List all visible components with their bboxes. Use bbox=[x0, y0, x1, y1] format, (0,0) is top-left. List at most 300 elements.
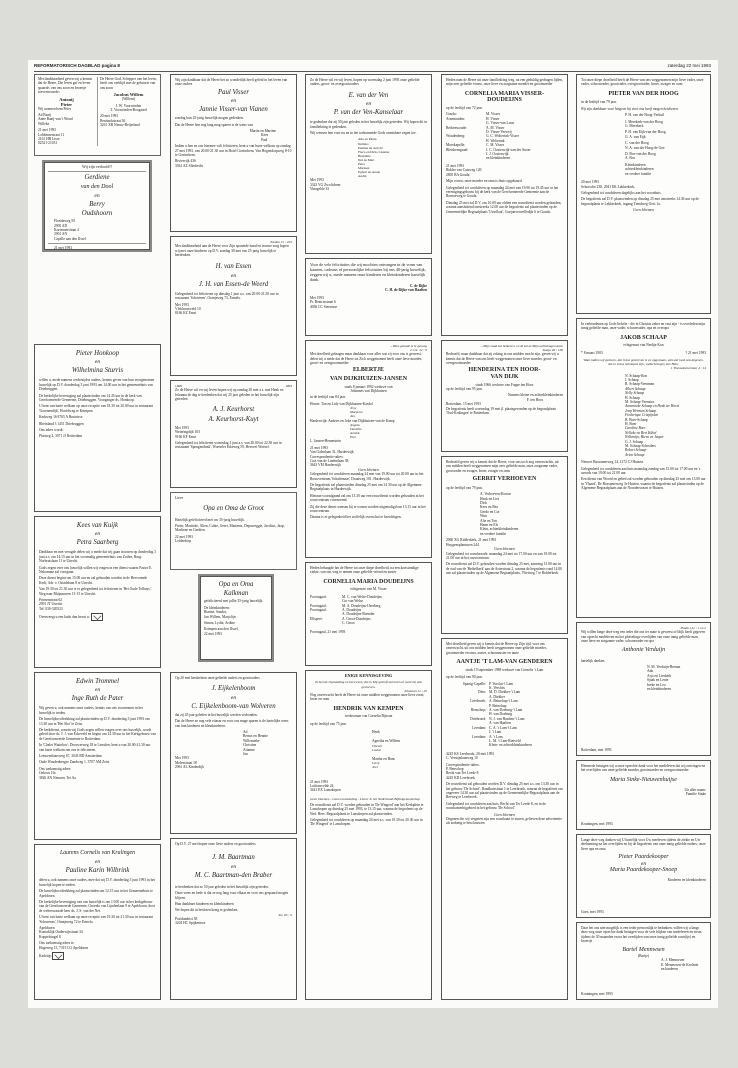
envelope-icon bbox=[52, 952, 64, 960]
sibling: Willeke bbox=[38, 121, 50, 126]
spouse-text: echtgenoot van Neeltje Kon bbox=[623, 343, 664, 348]
grandchild: Jan bbox=[350, 414, 355, 419]
mourner: K. Verslois bbox=[489, 686, 505, 691]
page-date: zaterdag 22 mei 1993 bbox=[667, 63, 711, 68]
groom-name: Pieter Honkoop bbox=[75, 350, 120, 357]
wedding-van-kralingen-wilbrink bbox=[34, 844, 161, 1000]
and-text: en bbox=[640, 861, 647, 868]
grandchild: Willemijn, Hiern en Jasper bbox=[625, 435, 664, 440]
place: Benschop: bbox=[470, 708, 486, 713]
signature: C. de Rijke bbox=[409, 284, 427, 288]
mourner: Ineke en Leo bbox=[647, 682, 666, 687]
signature: Namens kleine en achterkleinkinderen bbox=[507, 393, 563, 398]
date: 2960 XG Ridderkerk, 21 mei 1993 bbox=[446, 538, 497, 543]
address: 8166 KZ Emst bbox=[175, 311, 197, 316]
deceased-name: GERRIT VERHOEVEN bbox=[472, 476, 537, 483]
mourner: P. H. van der Hoog-Verkuil bbox=[625, 113, 665, 118]
mourner: G. A. van Eijk bbox=[625, 134, 646, 139]
ad-text: Gelegenheid tot condoleren aan huis maandag zondag van 15.00 tot 17.00 uur en 's avonds van 19.00 tot 21.00 uur. bbox=[581, 466, 701, 476]
address: Huygensplantsoen 244 bbox=[446, 542, 479, 547]
mourner: P. Beinohup bbox=[489, 703, 507, 708]
family-name: Alie en Pleun bbox=[358, 137, 377, 142]
widow-text: sinds 1966 weduwe van Foppe ten Hoor bbox=[475, 382, 534, 387]
ad-text: Zo de Heere wil en wij leven hopen wij op zondag 30 mei a.s. met Henk en Johanna de dag te herdenken dat wij 25 jaar geleden in het huwelijk zijn getreden. bbox=[175, 388, 284, 401]
family-name: André bbox=[358, 174, 367, 179]
ad-text: Gelegenheid tot condoleren maandag 24 mei van 19.00 uur tot 20.00 uur in het Rouwcentrum 'Schaftenaar', Draaiweg 101, Harderwijk. bbox=[310, 472, 424, 481]
grandchild: Arien Schaap bbox=[625, 452, 645, 457]
thanks-paardekooper bbox=[576, 834, 711, 918]
thanks-sinke bbox=[576, 760, 711, 830]
child-name: Jacobus Willem bbox=[113, 92, 144, 98]
mourner: Cor van Welse bbox=[342, 599, 364, 604]
mourner: Arjo en Liesbeth bbox=[647, 673, 672, 678]
address: 2805 BA Gouda bbox=[446, 172, 470, 177]
mourner: J. Schaap bbox=[625, 377, 639, 382]
and-text: en bbox=[94, 859, 101, 866]
person-name: J. M. Baartman bbox=[212, 854, 255, 862]
mourner: en verdere familie bbox=[480, 531, 507, 536]
address: Schorsche 238, 2941 EK Lekkerkerk. bbox=[581, 184, 636, 189]
obituary-visser-doudeijns bbox=[441, 74, 568, 336]
mourner: Henk en Lies bbox=[480, 496, 500, 501]
ad-text: De rouwdienst zal gehouden worden D.V. dinsdag 25 mei a.s. om 13.30 uur in het gebouw 'De Schoof', Raadhuisstraat 1 te Leerbroek, waarna de begrafenis om ongeveer 14.30 uur zal plaatsvinden op de Gemeentelijke Begraafplaats aan de Reeweg te Leerbroek. bbox=[446, 782, 563, 800]
mourner: G. J. Schaap bbox=[625, 439, 643, 444]
mourner: J. 't Lam bbox=[489, 730, 502, 735]
obituary-doudeijns bbox=[305, 562, 432, 666]
mourner: H. Schaap bbox=[625, 395, 640, 400]
deceased-name: CORNELIA MARIA VISSER- bbox=[464, 90, 545, 97]
ad-text: De Heere God, Schepper van het leven, heeft ons verblijd met de geboorte van ons zoon bbox=[100, 77, 157, 90]
ad-text: Indien u hen en ons hiermee wilt feliciteren, bent u van harte welkom op zondag 27 mei 1993, van 20.00-21.30 uur in Hotel Gorinchem, Van Hogendorpweg 8-10 te Gorinchem. bbox=[175, 144, 292, 158]
year-end: 1993 bbox=[285, 384, 292, 388]
mourner: M. A. Doudeijns-IJzerberg bbox=[342, 603, 381, 608]
congrats-opa-oma-kalkman bbox=[198, 574, 274, 662]
deceased-name: ELBERTJE bbox=[352, 367, 385, 374]
grandchild: Joop Herman Schaap bbox=[625, 408, 657, 413]
address: Luifonsvelde 24, bbox=[310, 783, 335, 788]
date: Mei 1993 bbox=[175, 302, 189, 307]
address: Postdandrist 38 bbox=[175, 916, 198, 921]
date: Mei 1993 bbox=[175, 425, 189, 430]
anniversary-van-essen bbox=[170, 236, 297, 376]
deceased-name-cont: VAN DIJKHUIZEN-JANSEN bbox=[329, 376, 408, 382]
congrats-opa-oma-de-groot bbox=[170, 492, 297, 570]
ad-text: Daarna is er gelegenheid het stoffelijk overschot te bezichtigen. bbox=[310, 515, 402, 520]
grandchild: Frederique Crispijnlen bbox=[625, 413, 659, 418]
paper-name: REFORMATORISCH DAGBLAD pagina 8 bbox=[34, 63, 120, 68]
grandchild: Angela bbox=[350, 422, 360, 427]
address: 3441 EX Lansdorpen bbox=[310, 788, 341, 793]
person-name: Jannie Visser-van Vianen bbox=[199, 106, 268, 114]
phone: Tel. 030-320523 bbox=[39, 606, 63, 611]
address: Riviervijk 436 bbox=[175, 159, 196, 164]
child-name-2: Pieter bbox=[60, 101, 73, 107]
wedding-honkoop-sturris bbox=[34, 344, 161, 512]
ad-text: Hartelijk gefeliciteerd met uw 35-jarig huwelijk. bbox=[175, 517, 245, 522]
place: Poortugaal: bbox=[310, 603, 327, 608]
mourner: Harm en Els bbox=[480, 523, 498, 528]
mourner: G. Visser-van Loon bbox=[486, 121, 515, 126]
scripture-quote: ...Wien genade is te genoeg bbox=[389, 344, 427, 348]
mourner: A. van Haaften bbox=[489, 721, 511, 726]
mourner: J. Meerkerk-van der Hoog bbox=[625, 119, 663, 124]
mourner: G. C. Wolterink-Visser bbox=[486, 134, 519, 139]
mourner: C. A. 't Lam-'t Lam bbox=[489, 725, 517, 730]
wedding-van-kuijk-saarberg bbox=[34, 516, 161, 668]
ad-text: Dankbaar en met vreugde delen wij u mede dat wij gaan trouwen op donderdag 3 juni a.s. om 14.15 uur in het voormalig gemeentehuis van Zuilen, Burg. Norbruislaan 11 te Utrecht. bbox=[39, 550, 156, 564]
family-line: Hoorn: Ton en Lidy van Dijkhuizen-Kardol bbox=[310, 401, 373, 406]
child-name: Arianne bbox=[243, 747, 255, 752]
address: Rheinland 3 1451 Driebruggen bbox=[39, 421, 84, 426]
address: 3826 AN Nieuwer Ter Aa bbox=[39, 775, 76, 780]
signature: Kinderen en kleinkinderen bbox=[667, 877, 706, 882]
place: Ellspeet: bbox=[310, 616, 323, 621]
date: Poortugaal, 21 mei 1993 bbox=[310, 629, 346, 634]
deceased-name-cont: DOUDEIJNS bbox=[487, 97, 522, 104]
address: 9166 KF Emst bbox=[175, 434, 196, 439]
address: Platweg 2, 3071 JJ Rotterdam bbox=[39, 434, 83, 439]
and-text: en bbox=[94, 531, 101, 538]
address: 3643 VM Harderwijk bbox=[310, 463, 342, 468]
ad-text: De rouwdienst zal D.V. worden gehouden in 'De Wingerd' aan het Kerkplein te Lansdorpen op dinsdag 25 mei 1993, te 13.15 uur, waarna de begrafenis op de Ned. Herv. Begraafplaats te Lansdorpen zal plaatsvinden. bbox=[310, 802, 424, 816]
scripture-ref: 2 Cor. 12 : 9 bbox=[409, 348, 427, 353]
grandchild: Danielle bbox=[350, 427, 362, 431]
date: Goes, mei 1993 bbox=[581, 909, 604, 914]
ad-text: U bent van harte welkom op onze receptie van 19.30 tot 21.30 uur in restaurant 'Schavenes', Oranjeweg 72 te Ermelo. bbox=[39, 915, 153, 924]
address: Recht van Ter Leede 8 bbox=[446, 771, 479, 776]
obituary-schaap bbox=[576, 318, 711, 618]
deceased-name-cont: VAN DIJK bbox=[490, 374, 519, 380]
ad-text: Met droefheid geven wij u kennis dat de Heere op Zijn tijd, voor ons onverwacht, uit ons midden heeft weggenomen onze geliefde moeder, grootmoeder en oma, zuster, schoonzuster en tante bbox=[446, 642, 547, 655]
deceased-name: JAKOB SCHAAP bbox=[620, 334, 667, 341]
thanks-verduijn bbox=[576, 622, 711, 756]
scripture-ref: Emden 15 - 201 bbox=[270, 240, 292, 244]
scripture-ref: Jesaja 46 : 10b bbox=[542, 348, 563, 353]
child-name: Bertus en Hennie bbox=[243, 734, 268, 739]
ad-text: Heden nam de Heere uit onze familiekring weg, na een geduldig gedragen lijden, mijn zeer geliefde vrouw, onze lieve en zorgzame moeder en grootmoeder bbox=[446, 78, 563, 87]
signature: C. H. de Rijke-van Haaften bbox=[385, 288, 427, 293]
mourner: L. M. 't Lam-Rietveld bbox=[489, 738, 521, 743]
mourners-list bbox=[310, 595, 427, 626]
widow-text: sinds 8 januari 1992 weduwe van bbox=[344, 384, 393, 389]
grandchild: Jeny bbox=[350, 406, 357, 411]
person-name-cont: Oudshoorn bbox=[81, 210, 113, 218]
address: C. Verstijnlaanweg 10 bbox=[446, 756, 478, 761]
place: Poortugaal: bbox=[310, 594, 327, 599]
signature: Familie Sinke bbox=[685, 792, 706, 797]
ad-text: De kerkelijke bevestiging zal plaatsvinden om 14.45 uur in de kerk van Gereformeerde Gemeente, Driebruggen. Voorganger ds. Honkoop. bbox=[39, 393, 142, 403]
date: 21 mei 1993 bbox=[38, 128, 56, 133]
grandchild: Elco bbox=[350, 435, 357, 440]
person-name: Opa en Oma de Groot bbox=[203, 505, 264, 513]
child-name: Christine bbox=[243, 743, 257, 748]
date: 21 mei 1993 bbox=[310, 779, 328, 784]
address: Oude Woudenbergse Zandweg 1, 3707 AM Zeist bbox=[39, 760, 110, 765]
place bbox=[446, 743, 486, 747]
deceased-name: Maria Sinke-Nieuwenhuijse bbox=[610, 776, 677, 783]
address: Vinagelde 33 bbox=[310, 187, 330, 192]
place: Krimpen aan den IJssel, bbox=[204, 627, 239, 632]
person-name: C. Eijkelenboom-van Wolveren bbox=[191, 702, 276, 710]
ad-text: De kleinkinderen: bbox=[204, 605, 230, 610]
spouse-text: echtgenote van M. Visser bbox=[350, 587, 387, 592]
grandchild: Louise bbox=[372, 747, 382, 752]
ad-text: De begrafenis zal plaatsvinden dinsdag 25 mei om 14.30 uur op de Algemene Begraafplaats in Harderwijk. bbox=[310, 482, 422, 492]
ad-text: Gods zegen over ons huwelijk willen wij vragen in een dienst waarin Pastor E. Nekomme zal voorgaan. bbox=[39, 565, 153, 575]
mourner: C. Groot bbox=[342, 621, 355, 626]
signature: F. ten Hoor bbox=[526, 397, 543, 402]
ad-text: Wij wensen hen voor nu en in het toekomende Gods onmisbare zegen toe. bbox=[310, 131, 417, 136]
ad-text: willen u, mede namens wederzijdse ouders, kennis geven van hun voorgenomen huwelijk op D.V. donderdag 3 juni 1993 om 14.00 uur in het gemeentehuis van Driebruggen. bbox=[39, 378, 155, 392]
anniversary-eijkelenboom bbox=[170, 672, 297, 834]
person-name: J. Eijkelenboom bbox=[211, 685, 256, 693]
family-name: Egbert en Arena bbox=[358, 170, 381, 175]
obituary-van-dijkhuizen bbox=[305, 340, 432, 558]
place: Spanig-Capelle: bbox=[462, 681, 486, 686]
ad-text: Lange deze weg danken wij U hartelijk voor Uw meeleven tijdens de ziekte en Uw deelneming na het overlijden en bij de begrafenis van onze innig geliefde ouders, onze lieve opa en oma bbox=[581, 838, 706, 851]
person-name: Berry bbox=[89, 200, 105, 208]
mourners-list bbox=[581, 958, 706, 971]
ad-text: Wij zijn dankbaar voor hetgeen hij voor ons heeft mogen betekenen. bbox=[581, 106, 679, 111]
birth-announcement-antonij bbox=[34, 74, 161, 156]
death-date: † 21 mei 1993 bbox=[685, 350, 706, 355]
ad-text: Ons toekomstig adres is: bbox=[39, 941, 75, 946]
person-name: A. Keurhorst-Kuyt bbox=[208, 415, 259, 423]
and-text: en bbox=[230, 272, 237, 279]
thanks-de-rijke bbox=[305, 258, 432, 336]
child-list bbox=[175, 730, 292, 756]
mourner: J. C. Oosterwijk-van der Snoer bbox=[486, 147, 531, 152]
ad-text: Heden behaagde het de Heere tot onze diepe droefheid, na een kortstondige ziekte, van ons weg te nemen onze geliefde vriend en zuster bbox=[310, 566, 419, 575]
family-name: Petra bbox=[358, 162, 365, 166]
address: Leeuwenlaarsweg 67, 3043 BD Amsterdam bbox=[39, 754, 102, 759]
address: Floridaweg 59 bbox=[54, 219, 75, 224]
address: Nieuwe Bussumerweg 14, 1272 CJ Huizen. bbox=[581, 460, 644, 465]
address: 3204 HC Spijkenisse bbox=[175, 921, 206, 926]
ad-text: Daar het ons niet mogelijk is een ieder persoonlijk te bedanken, willen wij u langs deze weg onze oprechte dank betuigen voor de vele blijken van medeleven en steun tijdens de 30 maanden en na het overlijden van onze innig geliefde zoon(tje) en broertje bbox=[581, 926, 702, 944]
mourner: A. Verhoeven-Kooiar bbox=[480, 492, 511, 497]
mourner: Dick bbox=[480, 501, 487, 506]
anniversary-van-der-ven bbox=[305, 74, 432, 254]
mourners-list bbox=[581, 113, 706, 176]
obituary-t-lam bbox=[441, 638, 568, 1000]
bride-name: Wilhelmina Sturris bbox=[71, 367, 124, 375]
child-name: Jan bbox=[243, 752, 248, 757]
ad-text: Gelegenheid tot condoleren dagelijks aan het woonhuis. bbox=[581, 190, 662, 195]
grandchild: Leroy bbox=[372, 761, 380, 766]
date: 21 mei 1993 bbox=[310, 445, 328, 450]
place: Poortugaal: bbox=[310, 608, 327, 613]
address: Apeldoorn: bbox=[39, 926, 56, 931]
grandchild: Vincent bbox=[372, 743, 383, 748]
person-name: Kalkman bbox=[223, 590, 249, 598]
ad-text: Deze dienst begint om 15.00 uur en zal gehouden worden in de Hervormde Kerk, Adr. v. Ostadelaan 8 te Utrecht. bbox=[39, 576, 148, 585]
and-text: en bbox=[94, 192, 100, 199]
ad-text: Gelegenheid tot condoleren op maandag 24 mei a.s. van 19.30 tot 20.30 uur in 'De Wingerd' te Lansdorpen. bbox=[310, 818, 423, 827]
ad-text: Correspondentie-adres: bbox=[446, 762, 480, 767]
date: Mei 1993 bbox=[175, 756, 189, 761]
mourners-list bbox=[310, 730, 427, 770]
mourner: C. M. Visser bbox=[486, 143, 505, 148]
ad-text: Dinsdag 25 mei zal D.V. om 10.00 uur eldien een rouwdienst worden gehouden, waarna aansluitend omstreeks 12.00 uur de begrafenis zal plaatsvinden op de Gemeentelijke Begraafplaats 'Ussellaut', Goejanverwelledijk 6 te Gouda. bbox=[446, 200, 562, 214]
gift-text: Overweegt u een kado dan bevat u: bbox=[39, 615, 90, 620]
ad-text: De begrafenis heeft woensdag 19 mei jl. plaatsgevonden op de begraafplaats 'Oud-Kralingen' te Rotterdam. bbox=[446, 406, 557, 416]
mourners-list bbox=[446, 112, 563, 160]
address: 3261 XB Nieuw-Beijerland bbox=[100, 123, 140, 128]
address: Hogeweg 15, 7315 CG Apeldoorn bbox=[39, 945, 89, 950]
ad-text: De huwelijksvoltrekking zal plaatsvinden op D.V. donderdag 3 juni 1993 om 13.30 uur in 'Het Slot' te Zeist. bbox=[39, 717, 150, 726]
ad-text: in de leeftijd van 84 jaar. bbox=[310, 395, 346, 400]
no-flowers: Geen bloemen bbox=[494, 812, 515, 817]
column-4 bbox=[441, 74, 568, 1000]
scripture-ref: Jes. 63 : 9 bbox=[278, 912, 292, 917]
mourner: en kinderen bbox=[661, 967, 678, 972]
address: 2961 AL Kinderdijk bbox=[175, 765, 205, 770]
ad-text: Hieraan voorafgaand zal om 13.30 uur een rouwdienst worden gehouden in het rouwcentrum voornoemd. bbox=[310, 493, 424, 503]
ad-text: Gelegenheid tot feliciteren woensdag 2 juni a.s. van 20.00 tot 22.30 uur in restaurant 'Spengendonk', Woeseler Eikeweg 59, Heesvet Woesel. bbox=[175, 440, 282, 450]
ad-text: zondag hun 25-jarig huwelijk mogen gedenken. bbox=[175, 116, 244, 121]
mourners-list bbox=[581, 374, 706, 458]
ad-text: Een dienst van Woord en gebed zal worden gehouden op dinsdag 25 mei om 13.00 uur in 'Vlaard', De Bussumerweg 3e Huizen, waarna de begrafenis zal plaatsvinden op de Algemene Begraafplaats aan de Noordersvaart te Huizen. bbox=[581, 477, 706, 491]
person-name: J. H. van Essen-de Weerd bbox=[198, 280, 269, 288]
deceased-name: Anthonie Verduijn bbox=[621, 647, 666, 654]
place: Arnemuiden: bbox=[446, 116, 465, 121]
place: Woudenberg: bbox=[446, 134, 466, 139]
mourner: M. Schaap-Schroders bbox=[625, 444, 656, 448]
place: Leerbroek: bbox=[470, 699, 486, 704]
address: Van Galenlaan 31, Harderwijk bbox=[310, 450, 354, 455]
groom-name: Edwin Trommel bbox=[76, 678, 119, 685]
date: Kruiningen, mei 1993 bbox=[581, 991, 613, 996]
ad-text: Gelegenheid tot feliciteren op dinsdag 1 juni a.s. van 20.00-21.30 uur in restaurant 'Schaverm', Oranjeweg 73, Ermelo. bbox=[175, 291, 279, 301]
parent: Anne Baaij-van 't Woud bbox=[38, 117, 73, 122]
ad-text: Mijn vrouw, onze moeder en oma is thuis opgebaard. bbox=[446, 179, 523, 184]
address: P. Benschop bbox=[446, 766, 464, 771]
mourner: Klein- en achterkleinkinderen bbox=[489, 743, 532, 748]
deceased-name: PIETER VAN DER HOOG bbox=[608, 90, 679, 97]
no-flowers: Geen bloemen bbox=[358, 467, 379, 472]
engagement-heading: Wij zijn verloofd!! bbox=[81, 164, 113, 169]
address: Weteringdijk 103 bbox=[175, 430, 200, 435]
scripture-quote: Ik ben de Opstanding en het Leven; die in Mij gelooft zal leven al ware hij ook gestorven. bbox=[315, 680, 422, 689]
child-name: Willemieke bbox=[243, 738, 260, 743]
address: Koppelsingel 8 bbox=[39, 934, 61, 939]
ad-text: op de leeftijd van 72 jaar. bbox=[446, 106, 483, 110]
ad-text: De begrafenis zal D.V. plaatsvinden op dinsdag 25 mei omstreeks 14.30 uur op de begraafplaats te Lekkerkerk, ingang Tiendweg Oost 1a. bbox=[581, 197, 699, 206]
ad-text: Wij noemen hem Peter bbox=[38, 106, 71, 111]
bride-name: Inge Ruth de Pater bbox=[71, 695, 124, 703]
mourner: en kleinkinderen bbox=[647, 686, 672, 691]
ad-text: De kerkelijke bevestiging van ons huwelijk is om 13.00 uur in het kerkgebouw van de Gereformeerde Gemeente, Groenlo van Lijndenlaan 9 te Apeldoorn, door de weleerwaarde heer ds. J. S. van der Net. bbox=[39, 900, 155, 913]
family-name: Marleen bbox=[358, 166, 370, 171]
mourner: M. C. van Welse-Doudeijns bbox=[342, 594, 382, 599]
grandchild: Anniek bbox=[350, 431, 360, 436]
mourner: Gerdo en Cor bbox=[480, 509, 500, 514]
mourner: A. M. Visser bbox=[486, 125, 505, 130]
and-text: en bbox=[365, 101, 372, 108]
ad-text: te herdenken dat zo 50 jaar geleden in het huwelijk zijn getreden. bbox=[175, 884, 269, 889]
person-name: P. van der Ven-Kanselaar bbox=[333, 109, 404, 117]
address: Kortenaerstraat 4 bbox=[54, 228, 79, 233]
address: 2905 AD bbox=[54, 223, 68, 228]
address: Molenstraat 18 bbox=[175, 760, 197, 765]
date: 20 mei 1993 bbox=[100, 114, 118, 119]
ad-text: Pieter, Martieke, Alien, Cobie, Geert, Martiens, Depuweggie, Jacobus, Jaap, Marliene en Gerdien bbox=[175, 524, 285, 533]
ad-text: In verbondenen op Gods belofte - die in Christus zeker en vast zijn - is overleden mijn innig geliefde man, onze vader, schoonvader, opa en overopa bbox=[581, 322, 706, 331]
mourner: A. Groot-Doudeijns bbox=[342, 616, 371, 621]
mourner: N. Schaap-Kon bbox=[625, 373, 648, 378]
scripture-ref: Johannes 11 : 25 bbox=[403, 688, 427, 693]
address: Koninklijk Onderwijsstraat 34 bbox=[39, 930, 83, 935]
birth-date: * 8 maart 1903 bbox=[581, 350, 603, 355]
deceased-name: HENDRIK VAN KEMPEN bbox=[333, 705, 404, 712]
widow-text: sinds 19 september 1988 weduwe van Cornelis 't Lam bbox=[465, 667, 544, 672]
mourner: M. Schaap-Veenstra bbox=[625, 399, 654, 404]
mourner: en verdere familie bbox=[625, 171, 652, 176]
ad-text: In 'Chalet Wattelow', Doorwerweg 18 te Leusden, bent u van 20.00-21.30 uur van harte welkom om ons te feliciteren. bbox=[39, 743, 151, 752]
anniversary-baartman bbox=[170, 838, 297, 1000]
signature: Uit aller naam: bbox=[684, 788, 706, 793]
mourner: Kleinkinderen bbox=[625, 162, 646, 167]
notice-title: ENIGE KENNISGEVING bbox=[344, 673, 393, 678]
date: 4245 KS Leerbroek, 20 mei 1993 bbox=[446, 751, 495, 756]
mourner: en kleinkinderen bbox=[486, 156, 511, 161]
and-text: en bbox=[94, 359, 101, 366]
obituary-verhoeven bbox=[441, 456, 568, 634]
grandchild-names: Rianne, Sandor, bbox=[204, 610, 227, 615]
year-start: 1968 bbox=[175, 384, 182, 388]
address: Oekoos 16c bbox=[39, 771, 57, 776]
person-name: Paul Visser bbox=[217, 88, 250, 96]
ad-text: Wij willen lange deze weg een ieder die ons ter mate is geweest of blijk heeft gegeven van oprecht medeleven na het plotselinge overlijden van onze innig geliefde man, onze lieve en zorgzame vader, schoonvader en opa bbox=[581, 630, 705, 643]
mourner: achterkleinkinderen bbox=[625, 167, 654, 172]
phone: 02521-21031 bbox=[38, 141, 58, 146]
grandchild: Albert Schaap bbox=[625, 386, 646, 391]
ad-text: Van 19.30 tot 21.30 uur is er gelegenheid tot feliciteren in 'Het Oude Tolhuys', Weg naar Rhijnauwen 13-15 te Utrecht. bbox=[39, 587, 152, 596]
ad-text: We hopen dit in besloten kring te gedenken. bbox=[175, 908, 239, 913]
date: 22 mei 1993 bbox=[175, 534, 193, 539]
place: Leerdam: bbox=[472, 725, 486, 730]
mourner: Wim bbox=[480, 514, 488, 519]
ad-text: Nog onverwacht heeft de Heere tot onze midden weggenomen onze lieve zoon, broer en oom bbox=[310, 692, 425, 702]
grandchild: Margreet bbox=[350, 410, 363, 415]
address: Vlekhorstweld 10 bbox=[175, 306, 201, 311]
date: Mei 1993 bbox=[310, 295, 324, 300]
parent: Ad Baaij bbox=[38, 113, 51, 118]
address: Prinsenstraat 62 bbox=[39, 598, 63, 603]
wedding-trommel-de-pater bbox=[34, 672, 161, 840]
mourner: A. Doudeijns-Boender bbox=[342, 612, 375, 617]
family-name: Nellsko bbox=[358, 141, 369, 146]
mourner: H. Boer bbox=[625, 421, 637, 426]
ad-text: Gelegenheid tot rouwbezoek: maandag 24 mei tot 17.00 uur en van 19.00 tot 21.00 uur in het rouwcentrum. bbox=[446, 551, 557, 560]
address: 3361 AZ Sliedrecht bbox=[175, 163, 204, 168]
engagement-announcement bbox=[42, 160, 152, 252]
address: Lobbensestraat 11 bbox=[38, 132, 65, 137]
ad-text: Met dankbaarheid geven wij u kennis dat de Heere, Die leven gaf en leven spaarde, van ons zoon en broertje toevertrouwde: bbox=[38, 77, 92, 95]
family-name: Fieca en Dick, Lisanne bbox=[358, 149, 390, 154]
date: Rotterdam, 15 mei 1993 bbox=[446, 402, 481, 407]
mourner: A. Diekker bbox=[489, 694, 505, 699]
mourner: B. Boer-Schaap bbox=[625, 417, 648, 422]
child-name: Martin en Martine bbox=[249, 129, 276, 134]
mourner: Alie en Ton bbox=[480, 518, 497, 523]
child-nickname: (Willem) bbox=[121, 97, 136, 102]
family-line: Harderwijk: Andries en Joke van Dijkhuizen-van de Kamp bbox=[310, 418, 395, 423]
mourner: Klein, achterkleinkinderen bbox=[480, 527, 519, 532]
mourner: Agnetha en Willem bbox=[372, 739, 400, 744]
ad-text: Hiermede betuigen wij u onze oprechte dank voor het medeleven dat wij ontvingen na het overlijden van onze geliefde moeder, grootmoeder en overgrootmoeder bbox=[581, 764, 706, 773]
